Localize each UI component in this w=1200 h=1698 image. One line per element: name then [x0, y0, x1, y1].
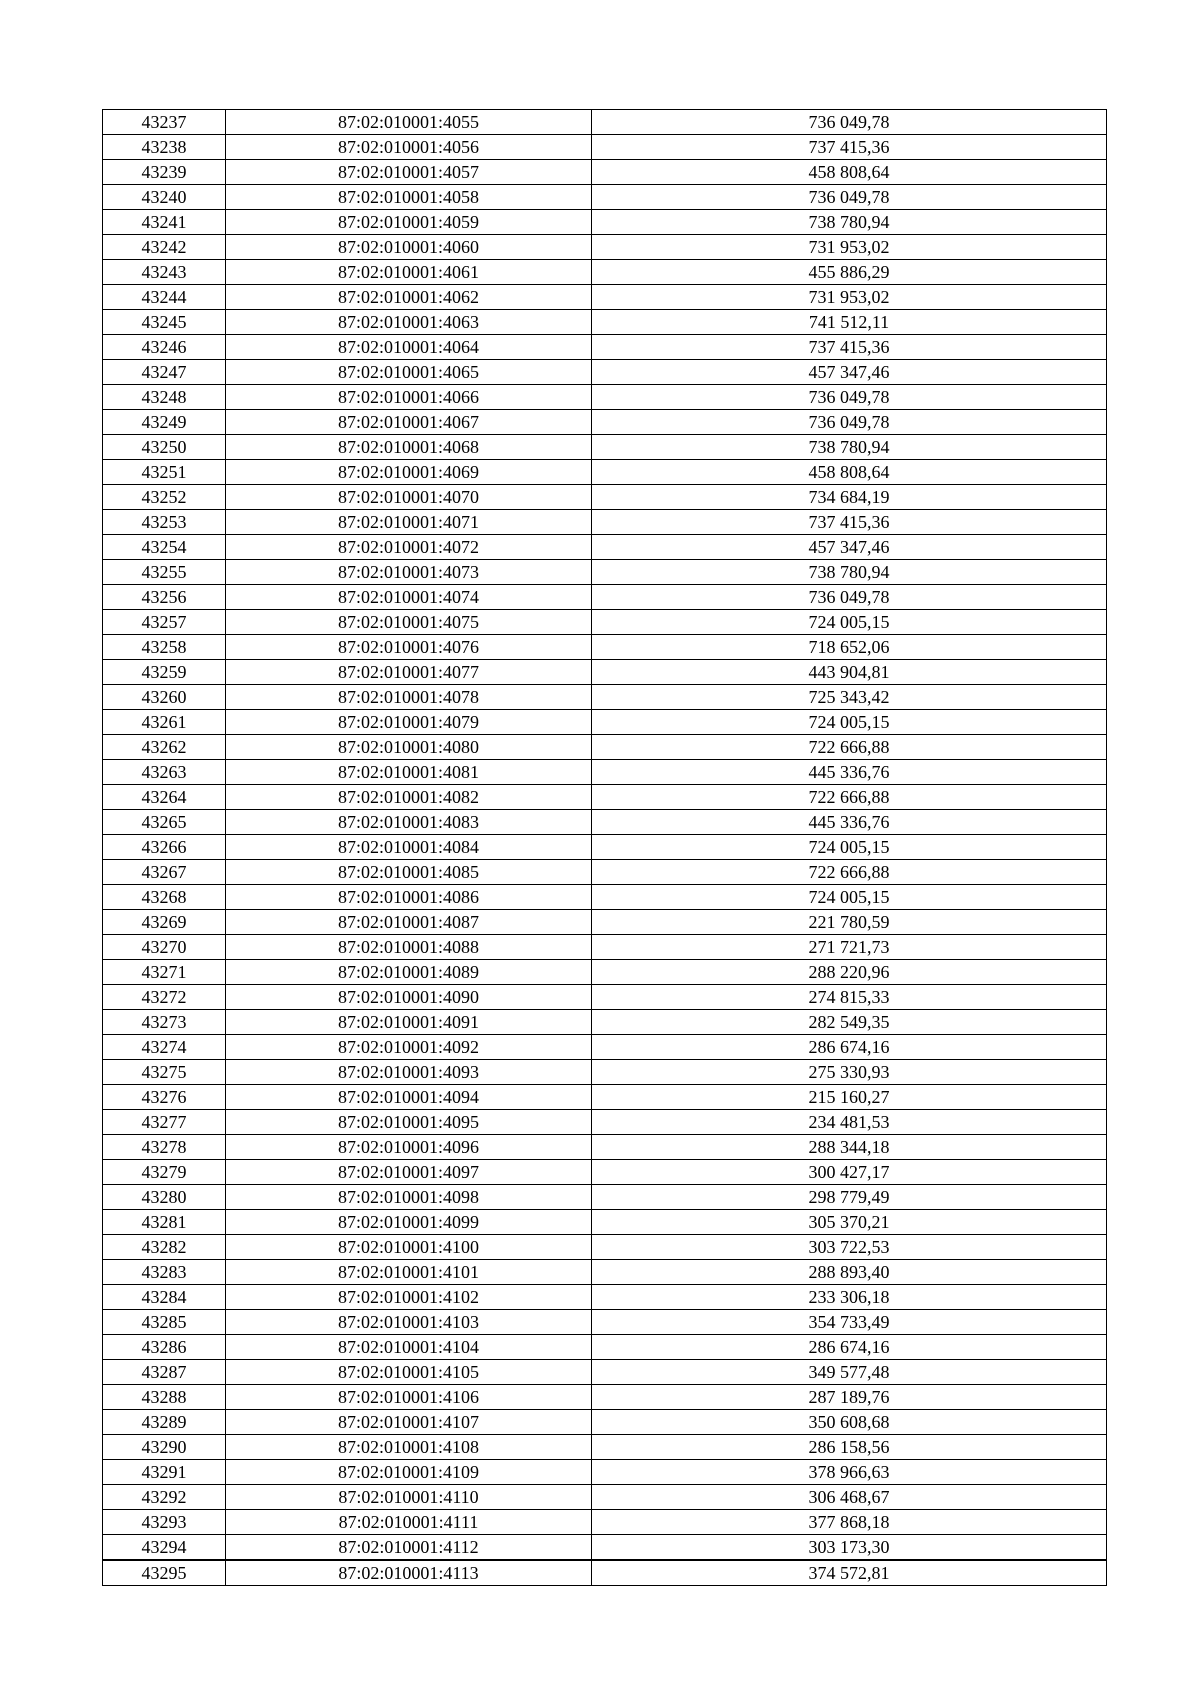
row-number-cell: 43257: [103, 610, 226, 635]
cadastral-number-cell: 87:02:010001:4071: [226, 510, 592, 535]
cadastral-value-cell: 271 721,73: [592, 935, 1107, 960]
row-number-cell: 43267: [103, 860, 226, 885]
cadastral-number-cell: 87:02:010001:4113: [226, 1560, 592, 1586]
table-row: [103, 660, 1107, 685]
row-number-cell: 43280: [103, 1185, 226, 1210]
cadastral-number-cell: 87:02:010001:4068: [226, 435, 592, 460]
cadastral-number-cell: 87:02:010001:4098: [226, 1185, 592, 1210]
row-number-cell: 43289: [103, 1410, 226, 1435]
cadastral-value-cell: 233 306,18: [592, 1285, 1107, 1310]
cadastral-value-cell: 288 220,96: [592, 960, 1107, 985]
row-number-cell: 43294: [103, 1535, 226, 1561]
cadastral-value-cell: 282 549,35: [592, 1010, 1107, 1035]
table-row: [103, 935, 1107, 960]
cadastral-value-cell: 738 780,94: [592, 435, 1107, 460]
cadastral-value-cell: 738 780,94: [592, 560, 1107, 585]
cadastral-value-cell: 731 953,02: [592, 235, 1107, 260]
table-row: [103, 885, 1107, 910]
cadastral-value-cell: 736 049,78: [592, 185, 1107, 210]
table-row: [103, 460, 1107, 485]
cadastral-number-cell: 87:02:010001:4070: [226, 485, 592, 510]
cadastral-number-cell: 87:02:010001:4062: [226, 285, 592, 310]
row-number-cell: 43246: [103, 335, 226, 360]
table-row: [103, 760, 1107, 785]
row-number-cell: 43258: [103, 635, 226, 660]
table-row: [103, 1110, 1107, 1135]
table-row: [103, 1210, 1107, 1235]
cadastral-number-cell: 87:02:010001:4059: [226, 210, 592, 235]
table-row: [103, 1010, 1107, 1035]
row-number-cell: 43237: [103, 110, 226, 135]
cadastral-number-cell: 87:02:010001:4103: [226, 1310, 592, 1335]
cadastral-number-cell: 87:02:010001:4057: [226, 160, 592, 185]
row-number-cell: 43281: [103, 1210, 226, 1235]
cadastral-value-cell: 377 868,18: [592, 1510, 1107, 1535]
cadastral-value-cell: 445 336,76: [592, 810, 1107, 835]
cadastral-number-cell: 87:02:010001:4077: [226, 660, 592, 685]
cadastral-number-cell: 87:02:010001:4096: [226, 1135, 592, 1160]
table-row: [103, 1385, 1107, 1410]
cadastral-number-cell: 87:02:010001:4074: [226, 585, 592, 610]
table-row: [103, 910, 1107, 935]
table-row: [103, 1260, 1107, 1285]
cadastral-value-cell: 298 779,49: [592, 1185, 1107, 1210]
table-row: [103, 685, 1107, 710]
cadastral-number-cell: 87:02:010001:4097: [226, 1160, 592, 1185]
table-row: [103, 810, 1107, 835]
cadastral-number-cell: 87:02:010001:4056: [226, 135, 592, 160]
row-number-cell: 43293: [103, 1510, 226, 1535]
cadastral-value-cell: 286 158,56: [592, 1435, 1107, 1460]
cadastral-value-cell: 737 415,36: [592, 135, 1107, 160]
cadastral-value-cell: 457 347,46: [592, 535, 1107, 560]
table-row: [103, 635, 1107, 660]
row-number-cell: 43259: [103, 660, 226, 685]
cadastral-value-cell: 724 005,15: [592, 610, 1107, 635]
row-number-cell: 43265: [103, 810, 226, 835]
table-row: [103, 710, 1107, 735]
cadastral-number-cell: 87:02:010001:4063: [226, 310, 592, 335]
row-number-cell: 43252: [103, 485, 226, 510]
cadastral-number-cell: 87:02:010001:4084: [226, 835, 592, 860]
row-number-cell: 43251: [103, 460, 226, 485]
row-number-cell: 43290: [103, 1435, 226, 1460]
table-row: [103, 960, 1107, 985]
cadastral-value-cell: 458 808,64: [592, 460, 1107, 485]
cadastral-number-cell: 87:02:010001:4064: [226, 335, 592, 360]
table-row: [103, 1435, 1107, 1460]
cadastral-value-cell: 303 173,30: [592, 1535, 1107, 1561]
cadastral-number-cell: 87:02:010001:4100: [226, 1235, 592, 1260]
cadastral-number-cell: 87:02:010001:4105: [226, 1360, 592, 1385]
row-number-cell: 43241: [103, 210, 226, 235]
cadastral-number-cell: 87:02:010001:4111: [226, 1510, 592, 1535]
cadastral-number-cell: 87:02:010001:4055: [226, 110, 592, 135]
cadastral-number-cell: 87:02:010001:4092: [226, 1035, 592, 1060]
cadastral-number-cell: 87:02:010001:4078: [226, 685, 592, 710]
row-number-cell: 43284: [103, 1285, 226, 1310]
table-row: [103, 610, 1107, 635]
cadastral-value-cell: 274 815,33: [592, 985, 1107, 1010]
table-row: [103, 260, 1107, 285]
cadastral-value-cell: 300 427,17: [592, 1160, 1107, 1185]
table-row: [103, 1510, 1107, 1535]
table-row: [103, 1560, 1107, 1586]
cadastral-value-cell: 443 904,81: [592, 660, 1107, 685]
row-number-cell: 43283: [103, 1260, 226, 1285]
table-row: [103, 185, 1107, 210]
cadastral-value-cell: 724 005,15: [592, 710, 1107, 735]
cadastral-number-cell: 87:02:010001:4090: [226, 985, 592, 1010]
cadastral-value-cell: 288 893,40: [592, 1260, 1107, 1285]
cadastral-number-cell: 87:02:010001:4065: [226, 360, 592, 385]
table-row: [103, 285, 1107, 310]
row-number-cell: 43260: [103, 685, 226, 710]
table-row: [103, 110, 1107, 135]
cadastral-number-cell: 87:02:010001:4075: [226, 610, 592, 635]
cadastral-number-cell: 87:02:010001:4086: [226, 885, 592, 910]
table-row: [103, 1535, 1107, 1561]
cadastral-value-cell: 741 512,11: [592, 310, 1107, 335]
cadastral-value-cell: 718 652,06: [592, 635, 1107, 660]
cadastral-value-cell: 724 005,15: [592, 835, 1107, 860]
row-number-cell: 43249: [103, 410, 226, 435]
table-row: [103, 485, 1107, 510]
cadastral-value-cell: 288 344,18: [592, 1135, 1107, 1160]
row-number-cell: 43247: [103, 360, 226, 385]
row-number-cell: 43287: [103, 1360, 226, 1385]
row-number-cell: 43273: [103, 1010, 226, 1035]
cadastral-number-cell: 87:02:010001:4081: [226, 760, 592, 785]
table-row: [103, 235, 1107, 260]
row-number-cell: 43264: [103, 785, 226, 810]
row-number-cell: 43255: [103, 560, 226, 585]
cadastral-number-cell: 87:02:010001:4099: [226, 1210, 592, 1235]
table-row: [103, 1335, 1107, 1360]
cadastral-value-cell: 286 674,16: [592, 1335, 1107, 1360]
table-row: [103, 335, 1107, 360]
table-row: [103, 785, 1107, 810]
cadastral-value-cell: 286 674,16: [592, 1035, 1107, 1060]
cadastral-number-cell: 87:02:010001:4080: [226, 735, 592, 760]
cadastral-value-cell: 722 666,88: [592, 735, 1107, 760]
row-number-cell: 43262: [103, 735, 226, 760]
cadastral-number-cell: 87:02:010001:4102: [226, 1285, 592, 1310]
cadastral-number-cell: 87:02:010001:4089: [226, 960, 592, 985]
cadastral-value-cell: 374 572,81: [592, 1560, 1107, 1586]
cadastral-number-cell: 87:02:010001:4061: [226, 260, 592, 285]
table-row: [103, 1060, 1107, 1085]
cadastral-number-cell: 87:02:010001:4082: [226, 785, 592, 810]
row-number-cell: 43279: [103, 1160, 226, 1185]
table-row: [103, 585, 1107, 610]
cadastral-number-cell: 87:02:010001:4072: [226, 535, 592, 560]
row-number-cell: 43292: [103, 1485, 226, 1510]
table-row: [103, 160, 1107, 185]
row-number-cell: 43275: [103, 1060, 226, 1085]
table-row: [103, 135, 1107, 160]
cadastral-value-cell: 287 189,76: [592, 1385, 1107, 1410]
cadastral-value-cell: 350 608,68: [592, 1410, 1107, 1435]
table-row: [103, 835, 1107, 860]
cadastral-value-cell: 725 343,42: [592, 685, 1107, 710]
table-row: [103, 210, 1107, 235]
row-number-cell: 43263: [103, 760, 226, 785]
table-body: [103, 110, 1107, 1586]
cadastral-number-cell: 87:02:010001:4109: [226, 1460, 592, 1485]
table-row: [103, 1460, 1107, 1485]
cadastral-number-cell: 87:02:010001:4095: [226, 1110, 592, 1135]
cadastral-number-cell: 87:02:010001:4112: [226, 1535, 592, 1561]
table-row: [103, 360, 1107, 385]
cadastral-value-cell: 458 808,64: [592, 160, 1107, 185]
cadastral-value-cell: 736 049,78: [592, 110, 1107, 135]
cadastral-number-cell: 87:02:010001:4085: [226, 860, 592, 885]
cadastral-number-cell: 87:02:010001:4066: [226, 385, 592, 410]
cadastral-number-cell: 87:02:010001:4106: [226, 1385, 592, 1410]
table-row: [103, 385, 1107, 410]
table-row: [103, 860, 1107, 885]
cadastral-number-cell: 87:02:010001:4094: [226, 1085, 592, 1110]
row-number-cell: 43282: [103, 1235, 226, 1260]
row-number-cell: 43268: [103, 885, 226, 910]
cadastral-number-cell: 87:02:010001:4058: [226, 185, 592, 210]
table-row: [103, 435, 1107, 460]
cadastral-value-cell: 455 886,29: [592, 260, 1107, 285]
cadastral-number-cell: 87:02:010001:4076: [226, 635, 592, 660]
cadastral-number-cell: 87:02:010001:4093: [226, 1060, 592, 1085]
row-number-cell: 43288: [103, 1385, 226, 1410]
cadastral-number-cell: 87:02:010001:4067: [226, 410, 592, 435]
table-row: [103, 1285, 1107, 1310]
row-number-cell: 43274: [103, 1035, 226, 1060]
cadastral-number-cell: 87:02:010001:4110: [226, 1485, 592, 1510]
cadastral-number-cell: 87:02:010001:4107: [226, 1410, 592, 1435]
row-number-cell: 43248: [103, 385, 226, 410]
table-row: [103, 535, 1107, 560]
cadastral-value-cell: 722 666,88: [592, 785, 1107, 810]
cadastral-value-cell: 731 953,02: [592, 285, 1107, 310]
table-row: [103, 410, 1107, 435]
row-number-cell: 43254: [103, 535, 226, 560]
row-number-cell: 43270: [103, 935, 226, 960]
row-number-cell: 43269: [103, 910, 226, 935]
row-number-cell: 43242: [103, 235, 226, 260]
cadastral-number-cell: 87:02:010001:4083: [226, 810, 592, 835]
cadastral-value-cell: 737 415,36: [592, 510, 1107, 535]
table-row: [103, 1085, 1107, 1110]
cadastral-value-cell: 445 336,76: [592, 760, 1107, 785]
table-row: [103, 1185, 1107, 1210]
cadastral-value-cell: 275 330,93: [592, 1060, 1107, 1085]
table-row: [103, 1235, 1107, 1260]
cadastral-value-cell: 738 780,94: [592, 210, 1107, 235]
row-number-cell: 43243: [103, 260, 226, 285]
cadastral-value-cell: 737 415,36: [592, 335, 1107, 360]
row-number-cell: 43240: [103, 185, 226, 210]
row-number-cell: 43291: [103, 1460, 226, 1485]
cadastral-value-cell: 734 684,19: [592, 485, 1107, 510]
row-number-cell: 43244: [103, 285, 226, 310]
cadastral-number-cell: 87:02:010001:4060: [226, 235, 592, 260]
cadastral-value-cell: 354 733,49: [592, 1310, 1107, 1335]
table-row: [103, 985, 1107, 1010]
row-number-cell: 43250: [103, 435, 226, 460]
row-number-cell: 43285: [103, 1310, 226, 1335]
row-number-cell: 43278: [103, 1135, 226, 1160]
row-number-cell: 43261: [103, 710, 226, 735]
cadastral-value-cell: 234 481,53: [592, 1110, 1107, 1135]
row-number-cell: 43266: [103, 835, 226, 860]
cadastral-value-cell: 306 468,67: [592, 1485, 1107, 1510]
cadastral-value-cell: 736 049,78: [592, 585, 1107, 610]
table-row: [103, 1310, 1107, 1335]
cadastral-number-cell: 87:02:010001:4087: [226, 910, 592, 935]
cadastral-value-cell: 378 966,63: [592, 1460, 1107, 1485]
cadastral-number-cell: 87:02:010001:4073: [226, 560, 592, 585]
cadastral-value-table: [102, 109, 1107, 1586]
cadastral-value-cell: 457 347,46: [592, 360, 1107, 385]
table-row: [103, 560, 1107, 585]
cadastral-number-cell: 87:02:010001:4104: [226, 1335, 592, 1360]
row-number-cell: 43295: [103, 1560, 226, 1586]
cadastral-number-cell: 87:02:010001:4069: [226, 460, 592, 485]
table-row: [103, 1035, 1107, 1060]
row-number-cell: 43276: [103, 1085, 226, 1110]
table-row: [103, 1485, 1107, 1510]
table-row: [103, 1135, 1107, 1160]
row-number-cell: 43253: [103, 510, 226, 535]
row-number-cell: 43238: [103, 135, 226, 160]
cadastral-number-cell: 87:02:010001:4088: [226, 935, 592, 960]
cadastral-value-cell: 736 049,78: [592, 385, 1107, 410]
row-number-cell: 43286: [103, 1335, 226, 1360]
table-row: [103, 310, 1107, 335]
cadastral-number-cell: 87:02:010001:4079: [226, 710, 592, 735]
table-row: [103, 510, 1107, 535]
cadastral-value-cell: 722 666,88: [592, 860, 1107, 885]
cadastral-value-cell: 349 577,48: [592, 1360, 1107, 1385]
table-row: [103, 735, 1107, 760]
row-number-cell: 43277: [103, 1110, 226, 1135]
row-number-cell: 43271: [103, 960, 226, 985]
cadastral-value-cell: 724 005,15: [592, 885, 1107, 910]
cadastral-value-cell: 736 049,78: [592, 410, 1107, 435]
cadastral-value-cell: 221 780,59: [592, 910, 1107, 935]
row-number-cell: 43256: [103, 585, 226, 610]
cadastral-value-cell: 303 722,53: [592, 1235, 1107, 1260]
cadastral-number-cell: 87:02:010001:4091: [226, 1010, 592, 1035]
table-row: [103, 1360, 1107, 1385]
row-number-cell: 43239: [103, 160, 226, 185]
cadastral-value-cell: 305 370,21: [592, 1210, 1107, 1235]
cadastral-number-cell: 87:02:010001:4108: [226, 1435, 592, 1460]
cadastral-value-cell: 215 160,27: [592, 1085, 1107, 1110]
row-number-cell: 43245: [103, 310, 226, 335]
cadastral-number-cell: 87:02:010001:4101: [226, 1260, 592, 1285]
table-row: [103, 1160, 1107, 1185]
row-number-cell: 43272: [103, 985, 226, 1010]
table-row: [103, 1410, 1107, 1435]
